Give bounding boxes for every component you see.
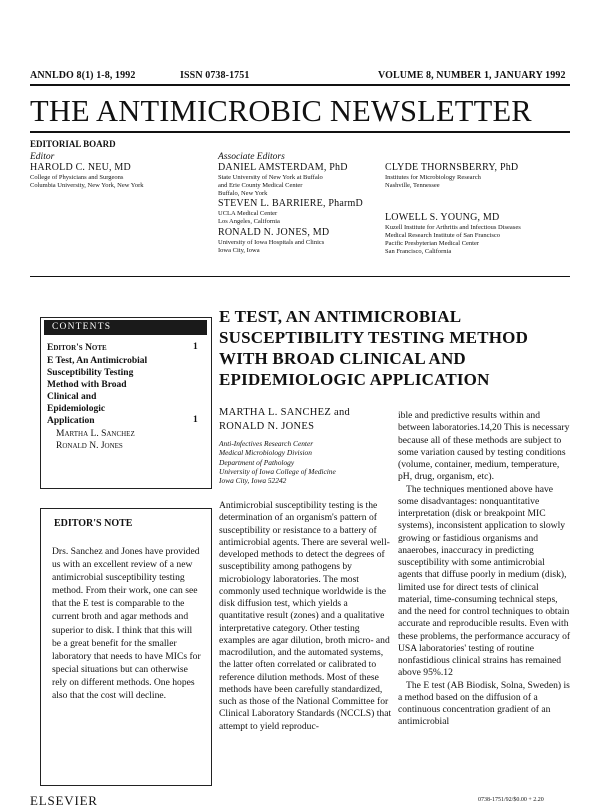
author-institution: Anti-Infectives Research Center Medical Microbiology Division Department of Pathology University of Iowa College of Medicine Iowa City, Iowa 52242 [219,439,336,486]
associate-editor-affiliation: Kuzell Institute for Arthritis and Infectious Diseases Medical Research Institute of San Francisco Pacific Presbyterian Medical Center San Francisco, California [385,224,521,255]
copyright-code: 0738-1751/92/$0.00 + 2.20 [478,797,544,803]
article-paragraph: Antimicrobial susceptibility testing is the determination of an organism's pattern of susceptibility or resistance to a battery of antimicrobial agents. There are several well-developed methods to detect the degrees of susceptibility among pathogens by microbiology laboratories. The most commonly used technique worldwide is the disk diffusion test, which yields a quantitative result (zones) and a qualitative interpretative category. Other testing examples are agar dilution, broth micro- and macrodilution, and the automated systems, the latter often correlated or calibrated to reference dilution methods. Most of these methods have been carefully standardized, such as those of the National Committee for Clinical Laboratory Standards (NCCLS) that attempt to yield reproduc- [219,500,392,732]
associate-editor-name: CLYDE THORNSBERRY, PhD [385,162,519,173]
publisher-logo-text: ELSEVIER [30,793,98,808]
editor-name: HAROLD C. NEU, MD [30,162,131,173]
toc-page-number: 1 [193,342,198,352]
editor-affiliation: College of Physicians and Surgeons Columbia University, New York, New York [30,174,144,189]
newsletter-title: THE ANTIMICROBIC NEWSLETTER [30,94,532,128]
associate-editor-affiliation: Institutes for Microbiology Research Nashville, Tennessee [385,174,481,189]
header-rule [30,84,570,86]
article-paragraph: The techniques mentioned above have some disadvantages: nonquantitative interpretation (disk or breakpoint MIC systems), inconsistent application to slowly growing or fastidious organisms and anaerobes, inaccuracy in predicting susceptibility with some antimicrobial agents that diffuse poorly in medium (disk), limited use for direct tests of clinical material, time-consuming technical steps, and the need for control techniques to obtain accurate and reproducible results. Even with these problems, the performance accuracy of USA laboratories' testing of routine nonfastidious clinical strains has remained above 95%.12 [398,483,571,679]
associate-editors-role: Associate Editors [218,152,285,162]
article-column-1 [219,500,392,733]
editor-role: Editor [30,152,55,162]
contents-heading: CONTENTS [44,320,207,335]
editors-note-title: EDITOR'S NOTE [54,518,133,529]
editorial-board-heading: EDITORIAL BOARD [30,139,116,149]
article-paragraph: ible and predictive results within and between laboratories.14,20 This is necessary because all of these methods are subject to some variation caused by testing conditions (volume, container, medium, temperature, pH, drug, organism, etc). [398,410,570,483]
volume-info: VOLUME 8, NUMBER 1, JANUARY 1992 [378,70,566,81]
issn: ISSN 0738-1751 [180,70,250,81]
associate-editor-name: STEVEN L. BARRIERE, PharmD [218,198,363,209]
associate-editor-affiliation: UCLA Medical Center Los Angeles, California [218,210,280,225]
toc-item-editors-note[interactable]: Editor's Note [47,343,107,353]
journal-citation: ANNLDO 8(1) 1-8, 1992 [30,70,136,81]
toc-author: Ronald N. Jones [56,441,123,451]
editors-note-body: Drs. Sanchez and Jones have provided us with an excellent review of a new antimicrobial susceptibility testing method. From their work, one can see that the E test is comparable to the current broth and agar methods and superior to disk. I think that this will be a great benefit for the smaller laboratory that needs to have MICs for special situations but can otherwise rely on different methods. One hopes also that the cost will decline. [52,546,201,702]
associate-editor-name: DANIEL AMSTERDAM, PhD [218,162,348,173]
toc-page-number: 1 [193,415,198,425]
associate-editor-name: RONALD N. JONES, MD [218,227,330,238]
associate-editor-affiliation: University of Iowa Hospitals and Clinics Iowa City, Iowa [218,239,325,254]
article-authors: MARTHA L. SANCHEZ and [219,407,351,418]
article-title: E TEST, AN ANTIMICROBIAL SUSCEPTIBILITY TESTING METHOD WITH BROAD CLINICAL AND EPIDEMIOLOGIC APPLICATION [219,307,529,389]
article-paragraph: The E test (AB Biodisk, Solna, Sweden) is a method based on the diffusion of a continuous concentration gradient of an antimicrobial [398,679,570,728]
article-column-2 [398,410,571,729]
board-rule [30,276,570,277]
toc-author: Martha L. Sanchez [56,429,135,439]
associate-editor-name: LOWELL S. YOUNG, MD [385,212,500,223]
masthead-rule [30,131,570,133]
associate-editor-affiliation: State University of New York at Buffalo and Erie County Medical Center Buffalo, New York [218,174,323,197]
toc-item-e-test[interactable]: E Test, An Antimicrobial Susceptibility Testing Method with Broad Clinical and Epidemiologic Application [47,356,148,426]
article-authors: RONALD N. JONES [219,421,315,432]
